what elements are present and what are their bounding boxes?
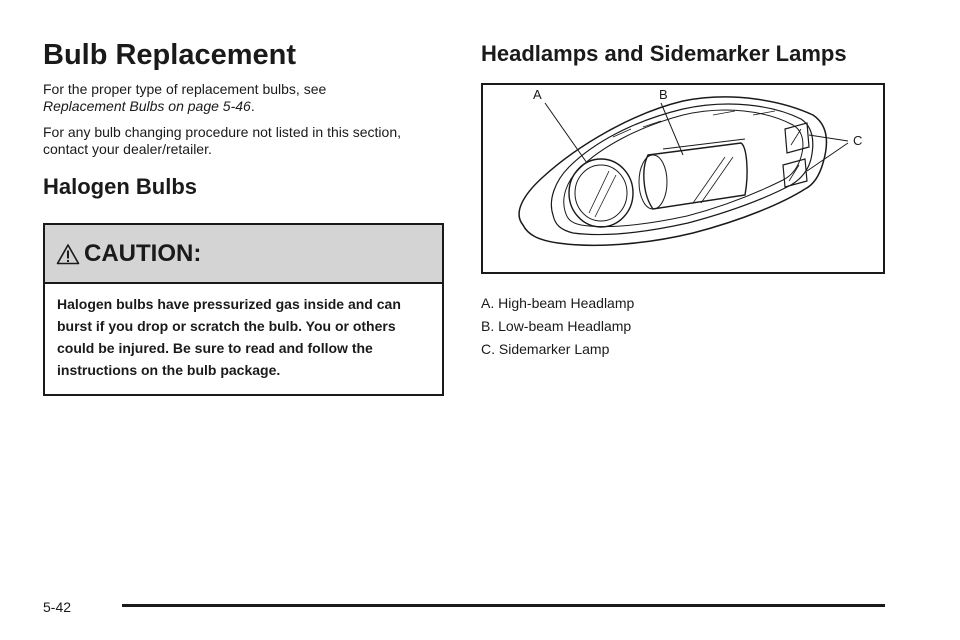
halogen-bulbs-heading: Halogen Bulbs [43, 173, 198, 199]
caution-box [43, 223, 444, 396]
figure-legend [481, 295, 886, 358]
intro-period: . [250, 97, 255, 114]
page-number: 5-42 [43, 599, 72, 615]
left-column [43, 40, 448, 396]
caution-title: CAUTION: [84, 239, 202, 267]
label-c: C [853, 133, 863, 149]
legend-item: B. Low-beam Headlamp [481, 318, 632, 335]
label-a: A [533, 87, 542, 103]
warning-triangle-icon [56, 243, 80, 265]
right-column [481, 42, 886, 364]
footer-rule [122, 604, 885, 607]
intro-paragraph [43, 81, 448, 115]
legend-item: A. High-beam Headlamp [481, 295, 635, 312]
caution-header [45, 225, 442, 284]
dealer-paragraph: For any bulb changing procedure not listed in this section, contact your dealer/retailer. [43, 123, 401, 157]
page-title: Bulb Replacement [43, 39, 296, 71]
intro-text: For the proper type of replacement bulbs, see [43, 80, 327, 97]
caution-text: Halogen bulbs have pressurized gas inside and can burst if you drop or scratch the bulb. You or others could be injured. Be sure to read and follow the instructions on the bulb package. [57, 296, 401, 379]
headlamp-illustration [483, 85, 883, 272]
page-footer [43, 599, 885, 615]
headlamps-heading: Headlamps and Sidemarker Lamps [481, 41, 847, 66]
replacement-bulbs-reference: Replacement Bulbs on page 5-46 [43, 97, 251, 114]
headlamp-diagram [481, 83, 885, 274]
label-b: B [659, 87, 668, 103]
legend-item: C. Sidemarker Lamp [481, 341, 610, 358]
